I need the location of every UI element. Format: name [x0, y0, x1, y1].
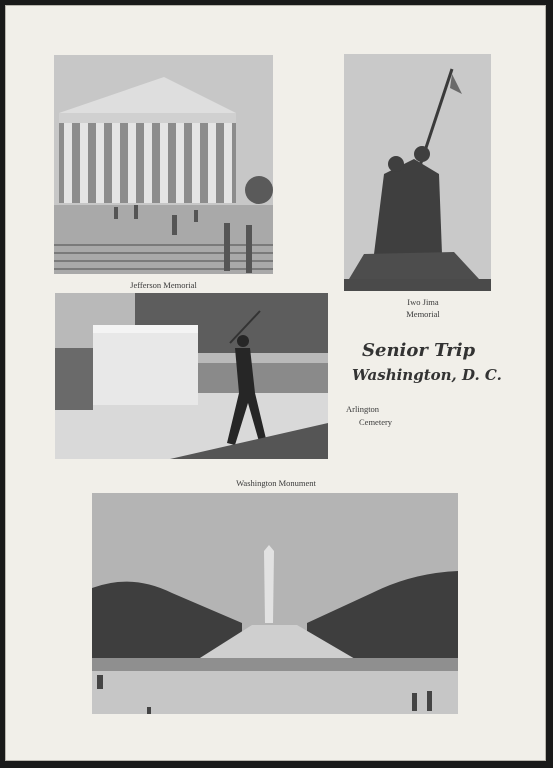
arlington-caption-line1: Arlington — [346, 404, 380, 414]
iwo-jima-caption-line1: Iwo Jima — [407, 297, 439, 307]
yearbook-page — [5, 5, 546, 761]
page-title-line1: Senior Trip — [362, 340, 476, 361]
page-title-line2: Washington, D. C. — [352, 366, 502, 384]
iwo-jima-caption-line2: Memorial — [406, 309, 440, 319]
washington-monument-caption: Washington Monument — [236, 478, 316, 488]
jefferson-memorial-photo — [54, 55, 273, 274]
iwo-jima-memorial-photo — [344, 54, 491, 291]
washington-monument-photo — [92, 493, 458, 714]
arlington-caption-line2: Cemetery — [359, 417, 393, 427]
arlington-cemetery-photo — [55, 293, 328, 459]
jefferson-memorial-caption: Jefferson Memorial — [130, 280, 197, 290]
